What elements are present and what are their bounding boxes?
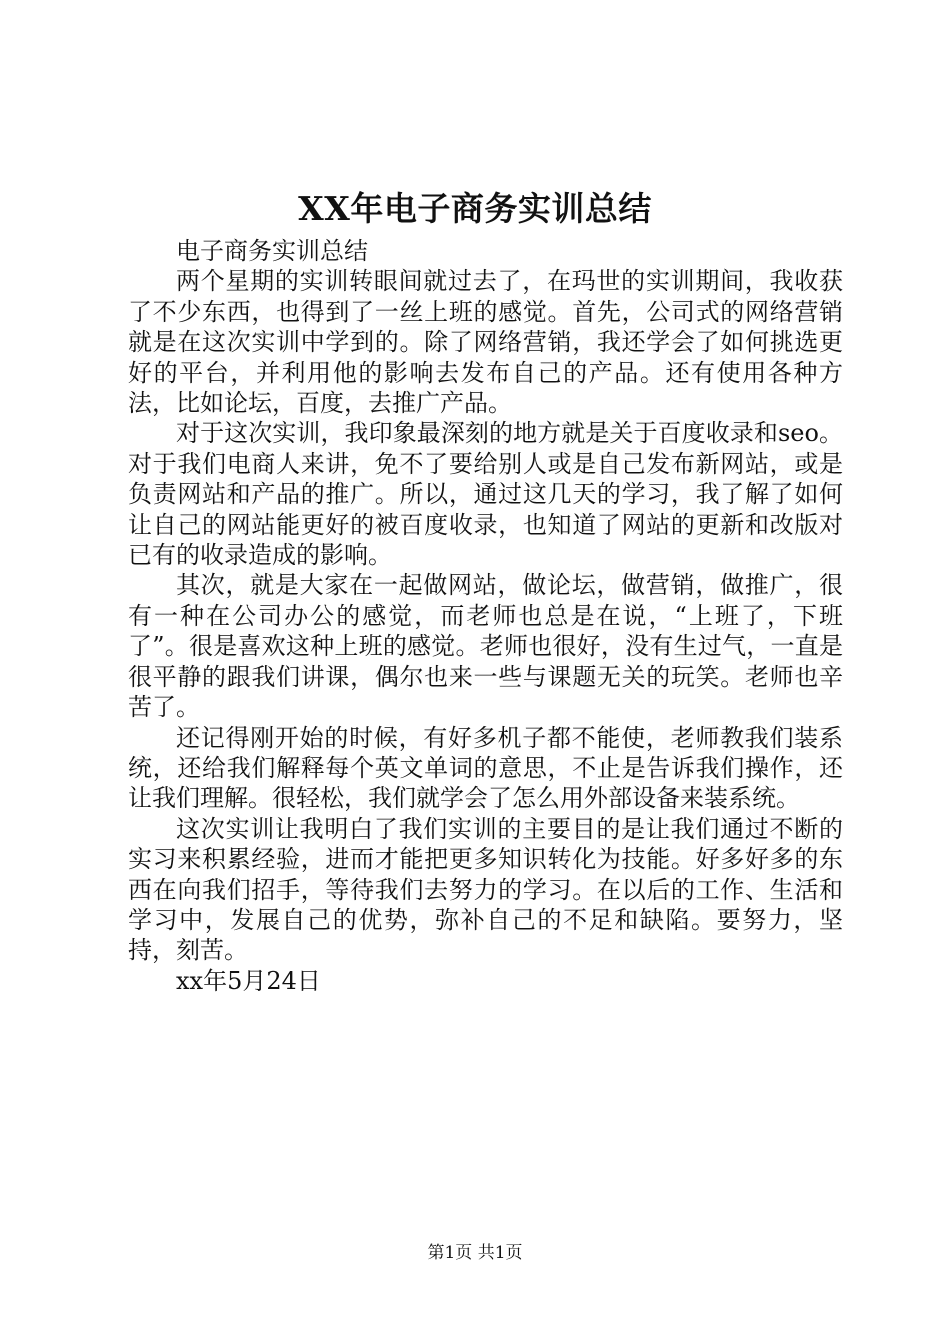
paragraph-2: 对于这次实训，我印象最深刻的地方就是关于百度收录和seo。对于我们电商人来讲，免不了要给别人或是自己发布新网站，或是负责网站和产品的推广。所以，通过这几天的学习，我了解了如何让自己的网站能更好的被百度收录，也知道了网站的更新和改版对已有的收录造成的影响。 bbox=[128, 419, 843, 570]
paragraph-4: 还记得刚开始的时候，有好多机子都不能使，老师教我们装系统，还给我们解释每个英文单词的意思，不止是告诉我们操作，还让我们理解。很轻松，我们就学会了怎么用外部设备来装系统。 bbox=[128, 723, 843, 813]
document-body bbox=[128, 236, 843, 996]
page-number: 第1页 共1页 bbox=[427, 1243, 523, 1263]
document-subtitle: 电子商务实训总结 bbox=[176, 237, 368, 265]
document-title: XX年电子商务实训总结 bbox=[298, 189, 652, 228]
paragraph-5: 这次实训让我明白了我们实训的主要目的是让我们通过不断的实习来积累经验，进而才能把更多知识转化为技能。好多好多的东西在向我们招手，等待我们去努力的学习。在以后的工作、生活和学习中，发展自己的优势，弥补自己的不足和缺陷。要努力，坚持，刻苦。 bbox=[128, 814, 843, 965]
paragraph-1: 两个星期的实训转眼间就过去了，在玛世的实训期间，我收获了不少东西，也得到了一丝上班的感觉。首先，公司式的网络营销就是在这次实训中学到的。除了网络营销，我还学会了如何挑选更好的平台，并利用他的影响去发布自己的产品。还有使用各种方法，比如论坛，百度，去推广产品。 bbox=[128, 267, 843, 418]
paragraph-3: 其次，就是大家在一起做网站，做论坛，做营销，做推广，很有一种在公司办公的感觉，而老师也总是在说，“上班了，下班了”。很是喜欢这种上班的感觉。老师也很好，没有生过气，一直是很平静的跟我们讲课，偶尔也来一些与课题无关的玩笑。老师也辛苦了。 bbox=[128, 571, 843, 722]
document-date: xx年5月24日 bbox=[176, 966, 321, 995]
